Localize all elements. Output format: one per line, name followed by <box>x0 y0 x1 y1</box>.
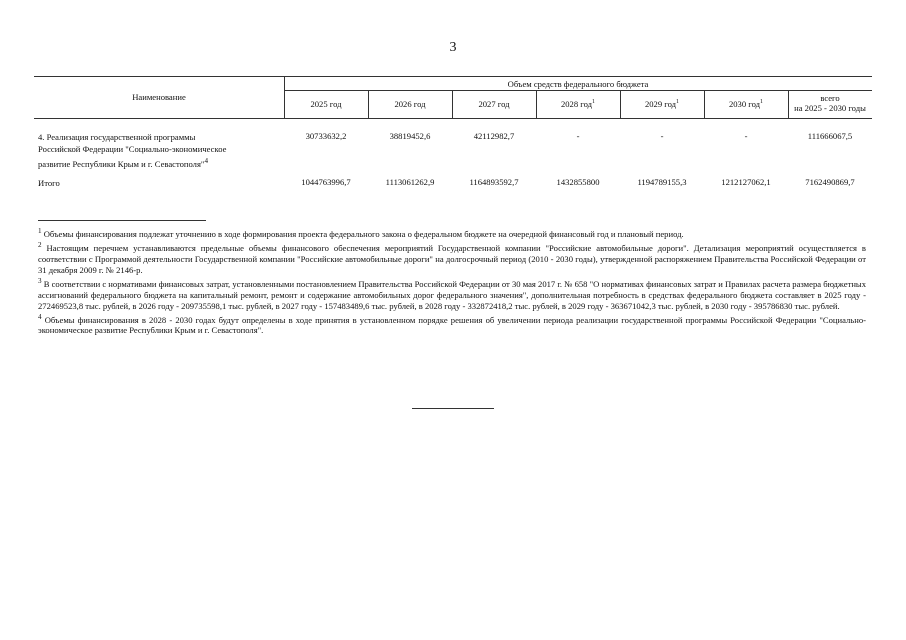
footnote: $^4$ Объемы финансирования в 2028 - 2030 годах будут определены в ходе принятия в установленном порядке решения об увеличении периода реализации государственной программы Российской Федерации "Социально-экономическое развитие Республики Крым и г. Севастополя". <box>38 312 866 336</box>
row-name: 4. Реализация государственной программы Российской Федерации "Социально-экономическое развитие Республики Крым и г. Севастополя"$^4$ <box>38 132 227 169</box>
table-cell: 1044763996,7 <box>301 177 351 187</box>
end-separator <box>412 408 494 409</box>
table-cell: 42112982,7 <box>473 131 515 141</box>
budget-group-header: Объем средств федерального бюджета <box>507 79 649 89</box>
year-column-header: 2026 год <box>394 99 426 109</box>
name-column-header: Наименование <box>132 92 186 102</box>
table-cell: 1113061262,9 <box>385 177 435 187</box>
year-column-header: 2030 год$^1$ <box>728 99 764 109</box>
table-cell: 7162490869,7 <box>805 177 855 187</box>
table-cell: 38819452,6 <box>389 131 431 141</box>
table-cell: 1212127062,1 <box>721 177 771 187</box>
year-column-header: 2027 год <box>478 99 510 109</box>
page-number: 3 <box>449 40 457 55</box>
footnote: $^3$ В соответствии с нормативами финансовых затрат, установленными постановлением Правительства Российской Федерации от 30 мая 2017 г. № 658 "О нормативах финансовых затрат и Правилах расчета размера бюджетных ассигнований федерального бюджета на капитальный ремонт, ремонт и содержание автомобильных дорог федерального значения", дополнительная потребность в средствах федерального бюджета составляет в 2025 году - 272469523,8 тыс. рублей, в 2026 году - 209735598,1 тыс. рублей, в 2027 году - 157483489,6 тыс. рублей, в 2028 году - 332872418,2 тыс. рублей, в 2029 году - 363671042,3 тыс. рублей, в 2030 году - 395786830 тыс. рублей. <box>38 276 866 311</box>
table-cell: - <box>660 131 664 141</box>
row-name: Итого <box>38 178 60 188</box>
table-cell: 1164893592,7 <box>469 177 519 187</box>
table-cell: - <box>576 131 580 141</box>
year-column-header: 2025 год <box>310 99 342 109</box>
footnote-separator <box>38 220 206 221</box>
footnote: $^1$ Объемы финансирования подлежат уточнению в ходе формирования проекта федерального закона о федеральном бюджете на очередной финансовый год и плановый период. <box>38 227 684 239</box>
year-column-header: 2029 год$^1$ <box>644 99 680 109</box>
table-cell: 111666067,5 <box>807 131 853 141</box>
total-column-header: всего на 2025 - 2030 годы <box>794 93 866 113</box>
header-bottom-border <box>34 118 872 119</box>
footnote: $^2$ Настоящим перечнем устанавливаются предельные объемы финансового обеспечения мероприятий Государственной компании "Российские автомобильные дороги". Детализация мероприятий осуществляется в соответствии с Программой деятельности Государственной компании "Российские автомобильные дороги" на долгосрочный период (2010 - 2030 годы), утвержденной распоряжением Правительства Российской Федерации от 31 декабря 2009 г. № 2146-р. <box>38 240 866 275</box>
footnotes <box>38 226 866 336</box>
table-cell: 30733632,2 <box>305 131 347 141</box>
table-cell: - <box>744 131 748 141</box>
table-top-border <box>34 76 872 77</box>
table-cell: 1432855800 <box>556 177 600 187</box>
header-subdivider <box>284 90 872 91</box>
year-column-header: 2028 год$^1$ <box>560 99 596 109</box>
table-cell: 1194789155,3 <box>637 177 687 187</box>
